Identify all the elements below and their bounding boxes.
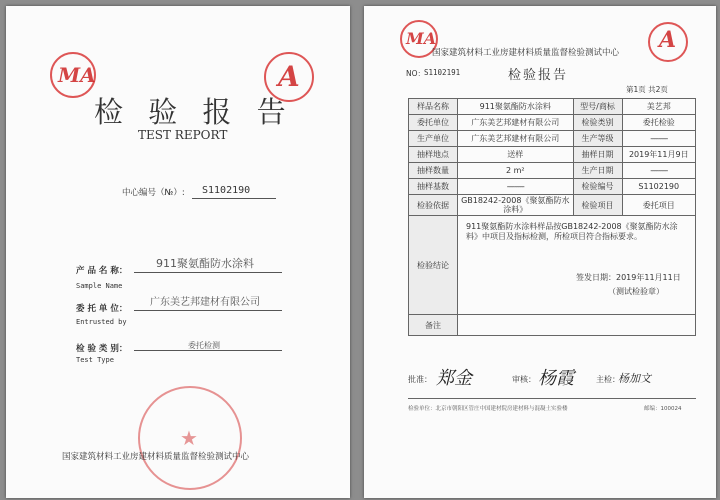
test-items-value: 委托项目 [622,195,695,216]
producer-value: 广东美艺邦建材有限公司 [458,131,574,147]
product-label-en: Sample Name [76,282,123,290]
report-table [408,98,696,336]
issue-date: 签发日期：2019年11月11日 [576,273,681,282]
model-label: 型号/商标 [573,99,622,115]
inspect-signature: 杨加文 [618,372,651,385]
cover-subtitle: TEST REPORT [138,128,228,142]
review-signature: 杨霞 [538,368,574,389]
model-value: 美艺邦 [622,99,695,115]
cover-footer-institution: 国家建筑材料工业房建材料质量监督检验测试中心 [62,452,250,462]
quantity-value: 2 m² [458,163,574,179]
test-number-value: S1102190 [622,179,695,195]
production-date-value: --------- [622,163,695,179]
conclusion-text: 911聚氨酯防水涂料样品按GB18242-2008《聚氨酯防水涂料》中项目及指标检测，所检项目符合指标要求。 [466,222,678,241]
sampling-date-label: 抽样日期 [573,147,622,163]
page-info: 第1页 共2页 [626,85,668,94]
client-label-en: Entrusted by [76,318,127,326]
client-value: 广东美艺邦建材有限公司 [150,297,260,308]
report-no-label: NO： [406,69,426,78]
sample-name-label: 样品名称 [409,99,458,115]
conclusion-label: 检验结论 [409,216,458,315]
location-label: 抽样地点 [409,147,458,163]
location-value: 送样 [458,147,574,163]
footer-postcode: 邮编：100024 [644,406,682,412]
test-number-label: 检验编号 [573,179,622,195]
test-seal-note: （测试检验章） [608,287,664,296]
report-header-institution: 国家建筑材料工业房建材料质量监督检验测试中心 [432,48,620,58]
test-type-label: 检验类别 [573,115,622,131]
remarks-value [458,315,696,336]
footer-address: 检验单位：北京市朝阳区管庄中国建材院房建材料与混凝土实验楼 [408,406,568,412]
cal-stamp-text: A [278,60,300,93]
report-detail-page [364,6,716,498]
grade-value: --------- [622,131,695,147]
cal-stamp-text: A [659,27,677,53]
ma-stamp-text: MA [58,63,96,87]
product-value: 911聚氨酯防水涂料 [156,257,254,270]
quantity-label: 抽样数量 [409,163,458,179]
test-basis-value: GB18242-2008《聚氨酯防水涂料》 [458,195,574,216]
client-label: 委托单位 [409,115,458,131]
client-value: 广东美艺邦建材有限公司 [458,115,574,131]
official-seal: ★ [138,386,242,490]
test-type-label-en: Test Type [76,356,114,364]
report-cover-page [6,6,350,498]
inspect-label: 主检： [596,375,620,384]
report-number: S1102190 [202,185,251,196]
test-type-label: 检 验 类 别： [76,344,128,354]
product-label: 产 品 名 称： [76,266,128,276]
client-label: 委 托 单 位： [76,304,128,314]
cal-stamp [648,22,688,62]
test-type-value: 委托检验 [622,115,695,131]
test-basis-label: 检验依据 [409,195,458,216]
sampling-base-label: 抽样基数 [409,179,458,195]
sampling-base-value: --------- [458,179,574,195]
sample-name-value: 911聚氨酯防水涂料 [458,99,574,115]
report-no-value: S1102191 [424,68,461,77]
report-number-label: 中心编号（№）: [122,188,185,198]
grade-label: 生产等级 [573,131,622,147]
ma-stamp-text: MA [406,29,437,48]
test-type-value: 委托检测 [188,341,220,350]
remarks-label: 备注 [409,315,458,336]
cover-title: 检 验 报 告 [94,95,294,129]
approve-label: 批准： [408,375,432,384]
report-title: 检验报告 [508,68,569,83]
test-items-label: 检验项目 [573,195,622,216]
review-label: 审核： [512,375,536,384]
ma-stamp [50,52,96,98]
approve-signature: 郑金 [436,368,472,389]
sampling-date-value: 2019年11月9日 [622,147,695,163]
production-date-label: 生产日期 [573,163,622,179]
producer-label: 生产单位 [409,131,458,147]
